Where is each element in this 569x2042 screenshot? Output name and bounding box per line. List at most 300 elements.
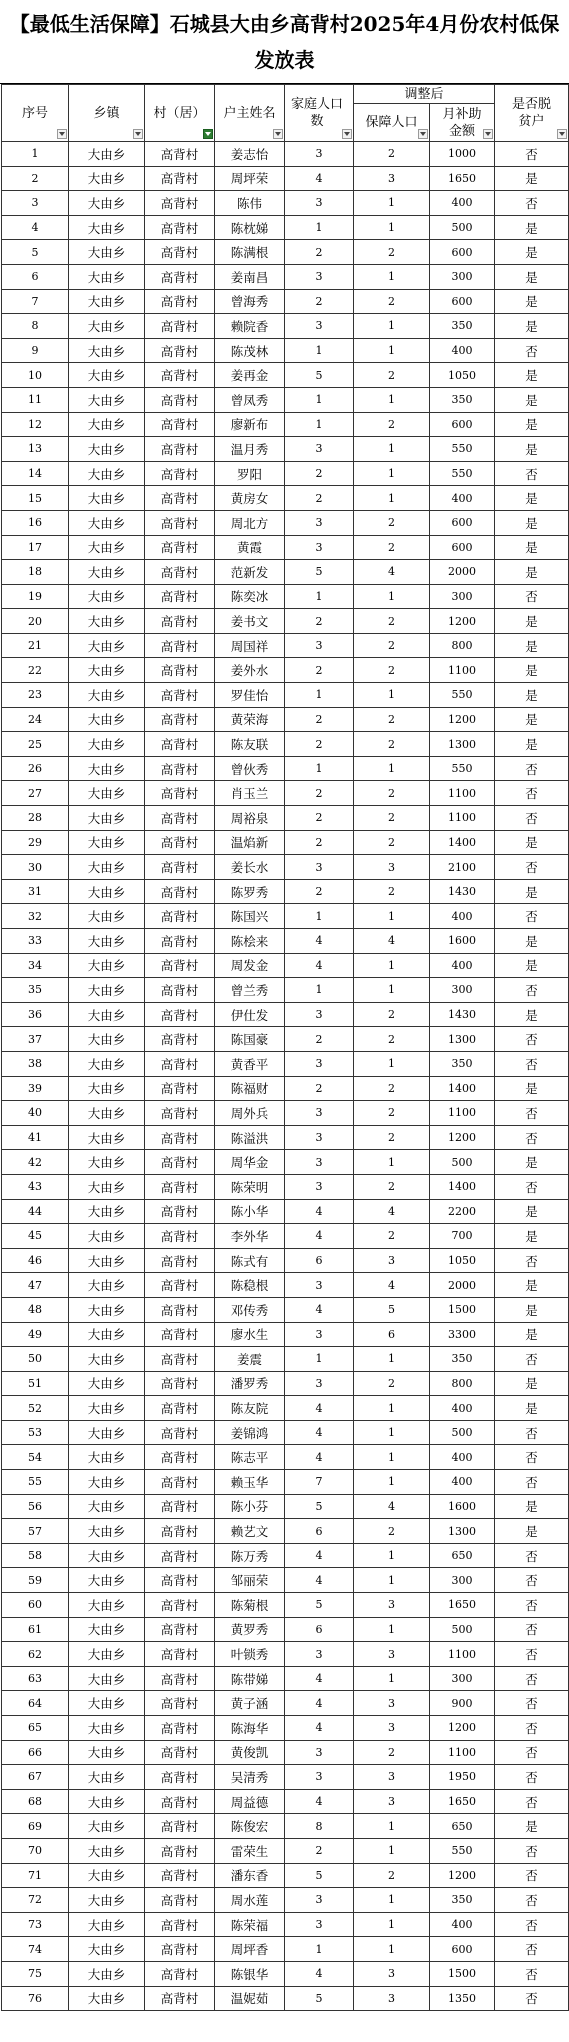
cell-seq[interactable]: 67 (2, 1765, 69, 1790)
cell-name[interactable]: 陈伟 (215, 191, 285, 216)
cell-subsidy[interactable]: 500 (430, 1617, 495, 1642)
cell-name[interactable]: 陈溢洪 (215, 1125, 285, 1150)
cell-village[interactable]: 高背村 (145, 1568, 215, 1593)
cell-family[interactable]: 1 (285, 1347, 354, 1372)
cell-seq[interactable]: 36 (2, 1002, 69, 1027)
cell-subsidy[interactable]: 550 (430, 1838, 495, 1863)
cell-poverty[interactable]: 否 (495, 1420, 569, 1445)
cell-poverty[interactable]: 否 (495, 855, 569, 880)
cell-seq[interactable]: 66 (2, 1740, 69, 1765)
cell-village[interactable]: 高背村 (145, 1789, 215, 1814)
cell-subsidy[interactable]: 1600 (430, 929, 495, 954)
cell-seq[interactable]: 62 (2, 1642, 69, 1667)
cell-name[interactable]: 陈俊宏 (215, 1814, 285, 1839)
cell-poverty[interactable]: 否 (495, 1789, 569, 1814)
cell-village[interactable]: 高背村 (145, 1125, 215, 1150)
cell-seq[interactable]: 23 (2, 683, 69, 708)
cell-village[interactable]: 高背村 (145, 633, 215, 658)
cell-guarantee[interactable]: 3 (354, 1961, 430, 1986)
cell-guarantee[interactable]: 1 (354, 1838, 430, 1863)
cell-village[interactable]: 高背村 (145, 806, 215, 831)
cell-name[interactable]: 陈志平 (215, 1445, 285, 1470)
cell-name[interactable]: 陈荣福 (215, 1912, 285, 1937)
cell-town[interactable]: 大由乡 (69, 633, 145, 658)
cell-poverty[interactable]: 否 (495, 1838, 569, 1863)
cell-seq[interactable]: 74 (2, 1937, 69, 1962)
cell-family[interactable]: 3 (285, 633, 354, 658)
cell-family[interactable]: 3 (285, 1051, 354, 1076)
cell-village[interactable]: 高背村 (145, 1002, 215, 1027)
cell-village[interactable]: 高背村 (145, 240, 215, 265)
cell-seq[interactable]: 72 (2, 1888, 69, 1913)
cell-guarantee[interactable]: 1 (354, 191, 430, 216)
cell-guarantee[interactable]: 2 (354, 1101, 430, 1126)
cell-guarantee[interactable]: 3 (354, 1593, 430, 1618)
cell-village[interactable]: 高背村 (145, 191, 215, 216)
cell-family[interactable]: 4 (285, 1961, 354, 1986)
cell-village[interactable]: 高背村 (145, 683, 215, 708)
cell-name[interactable]: 陈荣明 (215, 1174, 285, 1199)
cell-subsidy[interactable]: 2000 (430, 560, 495, 585)
cell-subsidy[interactable]: 650 (430, 1814, 495, 1839)
cell-village[interactable]: 高背村 (145, 1322, 215, 1347)
cell-village[interactable]: 高背村 (145, 781, 215, 806)
cell-town[interactable]: 大由乡 (69, 1470, 145, 1495)
cell-village[interactable]: 高背村 (145, 486, 215, 511)
cell-village[interactable]: 高背村 (145, 1297, 215, 1322)
cell-subsidy[interactable]: 600 (430, 412, 495, 437)
cell-seq[interactable]: 40 (2, 1101, 69, 1126)
cell-name[interactable]: 陈银华 (215, 1961, 285, 1986)
cell-subsidy[interactable]: 1400 (430, 830, 495, 855)
cell-poverty[interactable]: 否 (495, 1912, 569, 1937)
cell-village[interactable]: 高背村 (145, 142, 215, 167)
cell-town[interactable]: 大由乡 (69, 1051, 145, 1076)
cell-family[interactable]: 4 (285, 1568, 354, 1593)
cell-town[interactable]: 大由乡 (69, 1666, 145, 1691)
cell-name[interactable]: 周坪香 (215, 1937, 285, 1962)
cell-seq[interactable]: 73 (2, 1912, 69, 1937)
cell-subsidy[interactable]: 350 (430, 1347, 495, 1372)
cell-name[interactable]: 黄俊凯 (215, 1740, 285, 1765)
cell-name[interactable]: 雷荣生 (215, 1838, 285, 1863)
cell-village[interactable]: 高背村 (145, 1174, 215, 1199)
cell-name[interactable]: 李外华 (215, 1224, 285, 1249)
cell-seq[interactable]: 56 (2, 1494, 69, 1519)
cell-subsidy[interactable]: 1650 (430, 166, 495, 191)
cell-subsidy[interactable]: 1500 (430, 1297, 495, 1322)
cell-family[interactable]: 2 (285, 1838, 354, 1863)
cell-poverty[interactable]: 是 (495, 215, 569, 240)
cell-name[interactable]: 陈桧来 (215, 929, 285, 954)
cell-guarantee[interactable]: 3 (354, 1642, 430, 1667)
cell-town[interactable]: 大由乡 (69, 1568, 145, 1593)
cell-subsidy[interactable]: 600 (430, 510, 495, 535)
cell-guarantee[interactable]: 1 (354, 215, 430, 240)
cell-town[interactable]: 大由乡 (69, 289, 145, 314)
cell-seq[interactable]: 31 (2, 879, 69, 904)
cell-seq[interactable]: 30 (2, 855, 69, 880)
col-header-seq[interactable] (2, 85, 69, 142)
cell-subsidy[interactable]: 300 (430, 584, 495, 609)
cell-guarantee[interactable]: 1 (354, 1937, 430, 1962)
cell-subsidy[interactable]: 1200 (430, 707, 495, 732)
cell-poverty[interactable]: 是 (495, 240, 569, 265)
cell-village[interactable]: 高背村 (145, 1224, 215, 1249)
cell-seq[interactable]: 14 (2, 461, 69, 486)
cell-family[interactable]: 3 (285, 264, 354, 289)
cell-seq[interactable]: 7 (2, 289, 69, 314)
cell-family[interactable]: 4 (285, 1199, 354, 1224)
cell-family[interactable]: 3 (285, 1765, 354, 1790)
cell-family[interactable]: 4 (285, 929, 354, 954)
cell-family[interactable]: 6 (285, 1617, 354, 1642)
cell-guarantee[interactable]: 1 (354, 1150, 430, 1175)
cell-village[interactable]: 高背村 (145, 1445, 215, 1470)
cell-guarantee[interactable]: 2 (354, 879, 430, 904)
cell-town[interactable]: 大由乡 (69, 1199, 145, 1224)
cell-poverty[interactable]: 是 (495, 535, 569, 560)
cell-village[interactable]: 高背村 (145, 387, 215, 412)
cell-subsidy[interactable]: 1050 (430, 363, 495, 388)
cell-village[interactable]: 高背村 (145, 1912, 215, 1937)
cell-town[interactable]: 大由乡 (69, 609, 145, 634)
cell-name[interactable]: 黄子涵 (215, 1691, 285, 1716)
cell-village[interactable]: 高背村 (145, 1027, 215, 1052)
cell-poverty[interactable]: 否 (495, 1765, 569, 1790)
cell-name[interactable]: 周裕泉 (215, 806, 285, 831)
cell-village[interactable]: 高背村 (145, 732, 215, 757)
cell-village[interactable]: 高背村 (145, 412, 215, 437)
cell-seq[interactable]: 51 (2, 1371, 69, 1396)
cell-family[interactable]: 2 (285, 461, 354, 486)
cell-village[interactable]: 高背村 (145, 904, 215, 929)
cell-town[interactable]: 大由乡 (69, 1420, 145, 1445)
cell-town[interactable]: 大由乡 (69, 1740, 145, 1765)
cell-guarantee[interactable]: 3 (354, 1716, 430, 1741)
cell-guarantee[interactable]: 2 (354, 732, 430, 757)
cell-name[interactable]: 罗阳 (215, 461, 285, 486)
cell-town[interactable]: 大由乡 (69, 929, 145, 954)
cell-village[interactable]: 高背村 (145, 978, 215, 1003)
cell-subsidy[interactable]: 1600 (430, 1494, 495, 1519)
cell-subsidy[interactable]: 800 (430, 1371, 495, 1396)
cell-village[interactable]: 高背村 (145, 953, 215, 978)
cell-seq[interactable]: 70 (2, 1838, 69, 1863)
cell-poverty[interactable]: 是 (495, 1396, 569, 1421)
cell-name[interactable]: 陈满根 (215, 240, 285, 265)
cell-town[interactable]: 大由乡 (69, 215, 145, 240)
cell-subsidy[interactable]: 350 (430, 314, 495, 339)
cell-guarantee[interactable]: 3 (354, 1691, 430, 1716)
cell-town[interactable]: 大由乡 (69, 166, 145, 191)
cell-seq[interactable]: 50 (2, 1347, 69, 1372)
cell-family[interactable]: 1 (285, 978, 354, 1003)
cell-seq[interactable]: 26 (2, 756, 69, 781)
cell-subsidy[interactable]: 400 (430, 191, 495, 216)
cell-family[interactable]: 4 (285, 1297, 354, 1322)
cell-name[interactable]: 黄罗秀 (215, 1617, 285, 1642)
cell-guarantee[interactable]: 2 (354, 609, 430, 634)
cell-family[interactable]: 3 (285, 855, 354, 880)
cell-seq[interactable]: 39 (2, 1076, 69, 1101)
cell-subsidy[interactable]: 1100 (430, 1740, 495, 1765)
cell-village[interactable]: 高背村 (145, 338, 215, 363)
cell-village[interactable]: 高背村 (145, 609, 215, 634)
cell-guarantee[interactable]: 4 (354, 1494, 430, 1519)
cell-name[interactable]: 陈海华 (215, 1716, 285, 1741)
cell-name[interactable]: 廖新布 (215, 412, 285, 437)
cell-village[interactable]: 高背村 (145, 1888, 215, 1913)
cell-family[interactable]: 2 (285, 658, 354, 683)
cell-town[interactable]: 大由乡 (69, 978, 145, 1003)
cell-poverty[interactable]: 是 (495, 1297, 569, 1322)
cell-poverty[interactable]: 是 (495, 1519, 569, 1544)
cell-name[interactable]: 潘罗秀 (215, 1371, 285, 1396)
cell-guarantee[interactable]: 2 (354, 535, 430, 560)
cell-seq[interactable]: 47 (2, 1273, 69, 1298)
cell-subsidy[interactable]: 350 (430, 1888, 495, 1913)
cell-family[interactable]: 3 (285, 1125, 354, 1150)
cell-name[interactable]: 叶锁秀 (215, 1642, 285, 1667)
cell-family[interactable]: 4 (285, 1691, 354, 1716)
cell-name[interactable]: 吴清秀 (215, 1765, 285, 1790)
cell-seq[interactable]: 33 (2, 929, 69, 954)
cell-subsidy[interactable]: 400 (430, 1445, 495, 1470)
cell-poverty[interactable]: 是 (495, 1076, 569, 1101)
cell-family[interactable]: 4 (285, 1445, 354, 1470)
cell-name[interactable]: 邓传秀 (215, 1297, 285, 1322)
cell-guarantee[interactable]: 2 (354, 1863, 430, 1888)
cell-seq[interactable]: 22 (2, 658, 69, 683)
filter-dropdown-icon[interactable] (57, 129, 67, 139)
cell-town[interactable]: 大由乡 (69, 461, 145, 486)
cell-subsidy[interactable]: 1100 (430, 806, 495, 831)
cell-seq[interactable]: 37 (2, 1027, 69, 1052)
cell-town[interactable]: 大由乡 (69, 1445, 145, 1470)
cell-poverty[interactable]: 是 (495, 387, 569, 412)
cell-town[interactable]: 大由乡 (69, 1150, 145, 1175)
cell-family[interactable]: 1 (285, 756, 354, 781)
cell-village[interactable]: 高背村 (145, 1863, 215, 1888)
cell-name[interactable]: 温妮茹 (215, 1986, 285, 2011)
cell-family[interactable]: 2 (285, 879, 354, 904)
cell-guarantee[interactable]: 3 (354, 166, 430, 191)
cell-family[interactable]: 4 (285, 1224, 354, 1249)
cell-name[interactable]: 周坪荣 (215, 166, 285, 191)
cell-poverty[interactable]: 是 (495, 264, 569, 289)
filter-active-icon[interactable] (203, 129, 213, 139)
cell-town[interactable]: 大由乡 (69, 732, 145, 757)
cell-guarantee[interactable]: 2 (354, 1519, 430, 1544)
cell-guarantee[interactable]: 1 (354, 314, 430, 339)
cell-name[interactable]: 曾伙秀 (215, 756, 285, 781)
cell-town[interactable]: 大由乡 (69, 1076, 145, 1101)
cell-seq[interactable]: 19 (2, 584, 69, 609)
cell-town[interactable]: 大由乡 (69, 535, 145, 560)
cell-poverty[interactable]: 是 (495, 830, 569, 855)
filter-dropdown-icon[interactable] (273, 129, 283, 139)
cell-family[interactable]: 3 (285, 1150, 354, 1175)
cell-guarantee[interactable]: 2 (354, 1002, 430, 1027)
cell-village[interactable]: 高背村 (145, 1519, 215, 1544)
cell-seq[interactable]: 59 (2, 1568, 69, 1593)
cell-subsidy[interactable]: 600 (430, 1937, 495, 1962)
cell-guarantee[interactable]: 2 (354, 363, 430, 388)
cell-seq[interactable]: 55 (2, 1470, 69, 1495)
cell-poverty[interactable]: 否 (495, 1691, 569, 1716)
cell-family[interactable]: 2 (285, 1027, 354, 1052)
cell-poverty[interactable]: 是 (495, 1150, 569, 1175)
cell-guarantee[interactable]: 4 (354, 1273, 430, 1298)
cell-guarantee[interactable]: 4 (354, 1199, 430, 1224)
cell-guarantee[interactable]: 2 (354, 510, 430, 535)
cell-guarantee[interactable]: 1 (354, 756, 430, 781)
cell-subsidy[interactable]: 1430 (430, 879, 495, 904)
cell-subsidy[interactable]: 1300 (430, 1027, 495, 1052)
cell-subsidy[interactable]: 300 (430, 264, 495, 289)
cell-poverty[interactable]: 是 (495, 1322, 569, 1347)
cell-village[interactable]: 高背村 (145, 1838, 215, 1863)
cell-name[interactable]: 姜志怡 (215, 142, 285, 167)
cell-subsidy[interactable]: 650 (430, 1543, 495, 1568)
cell-town[interactable]: 大由乡 (69, 707, 145, 732)
cell-guarantee[interactable]: 2 (354, 1740, 430, 1765)
cell-name[interactable]: 温月秀 (215, 437, 285, 462)
cell-guarantee[interactable]: 1 (354, 953, 430, 978)
cell-poverty[interactable]: 否 (495, 1863, 569, 1888)
cell-family[interactable]: 8 (285, 1814, 354, 1839)
cell-poverty[interactable]: 否 (495, 781, 569, 806)
cell-village[interactable]: 高背村 (145, 1814, 215, 1839)
cell-family[interactable]: 5 (285, 1494, 354, 1519)
cell-seq[interactable]: 13 (2, 437, 69, 462)
cell-town[interactable]: 大由乡 (69, 1814, 145, 1839)
cell-poverty[interactable]: 否 (495, 1248, 569, 1273)
cell-guarantee[interactable]: 2 (354, 412, 430, 437)
cell-village[interactable]: 高背村 (145, 1101, 215, 1126)
cell-family[interactable]: 6 (285, 1248, 354, 1273)
cell-guarantee[interactable]: 2 (354, 1125, 430, 1150)
cell-village[interactable]: 高背村 (145, 929, 215, 954)
cell-poverty[interactable]: 否 (495, 584, 569, 609)
cell-seq[interactable]: 43 (2, 1174, 69, 1199)
cell-poverty[interactable]: 否 (495, 1593, 569, 1618)
cell-guarantee[interactable]: 1 (354, 1666, 430, 1691)
cell-seq[interactable]: 34 (2, 953, 69, 978)
cell-family[interactable]: 1 (285, 683, 354, 708)
cell-seq[interactable]: 28 (2, 806, 69, 831)
cell-village[interactable]: 高背村 (145, 830, 215, 855)
cell-poverty[interactable]: 是 (495, 732, 569, 757)
cell-poverty[interactable]: 是 (495, 560, 569, 585)
col-header-poverty[interactable] (495, 85, 569, 142)
cell-poverty[interactable]: 否 (495, 1568, 569, 1593)
cell-village[interactable]: 高背村 (145, 166, 215, 191)
cell-poverty[interactable]: 是 (495, 1224, 569, 1249)
cell-town[interactable]: 大由乡 (69, 855, 145, 880)
cell-village[interactable]: 高背村 (145, 707, 215, 732)
cell-town[interactable]: 大由乡 (69, 191, 145, 216)
cell-town[interactable]: 大由乡 (69, 1765, 145, 1790)
cell-poverty[interactable]: 是 (495, 314, 569, 339)
cell-name[interactable]: 陈带娣 (215, 1666, 285, 1691)
cell-town[interactable]: 大由乡 (69, 781, 145, 806)
filter-dropdown-icon[interactable] (133, 129, 143, 139)
cell-town[interactable]: 大由乡 (69, 240, 145, 265)
cell-guarantee[interactable]: 1 (354, 1396, 430, 1421)
cell-village[interactable]: 高背村 (145, 363, 215, 388)
cell-family[interactable]: 3 (285, 1322, 354, 1347)
cell-subsidy[interactable]: 300 (430, 1568, 495, 1593)
cell-seq[interactable]: 1 (2, 142, 69, 167)
cell-poverty[interactable]: 否 (495, 1101, 569, 1126)
cell-town[interactable]: 大由乡 (69, 1002, 145, 1027)
cell-poverty[interactable]: 否 (495, 461, 569, 486)
cell-subsidy[interactable]: 1350 (430, 1986, 495, 2011)
cell-subsidy[interactable]: 900 (430, 1691, 495, 1716)
cell-family[interactable]: 5 (285, 1986, 354, 2011)
cell-subsidy[interactable]: 300 (430, 978, 495, 1003)
cell-family[interactable]: 1 (285, 1937, 354, 1962)
cell-name[interactable]: 陈友院 (215, 1396, 285, 1421)
cell-town[interactable]: 大由乡 (69, 1986, 145, 2011)
cell-poverty[interactable]: 是 (495, 879, 569, 904)
cell-village[interactable]: 高背村 (145, 584, 215, 609)
cell-subsidy[interactable]: 350 (430, 1051, 495, 1076)
cell-town[interactable]: 大由乡 (69, 1888, 145, 1913)
cell-town[interactable]: 大由乡 (69, 1125, 145, 1150)
cell-town[interactable]: 大由乡 (69, 658, 145, 683)
cell-seq[interactable]: 3 (2, 191, 69, 216)
cell-subsidy[interactable]: 1300 (430, 1519, 495, 1544)
cell-subsidy[interactable]: 1300 (430, 732, 495, 757)
cell-town[interactable]: 大由乡 (69, 879, 145, 904)
cell-poverty[interactable]: 否 (495, 1961, 569, 1986)
cell-town[interactable]: 大由乡 (69, 1838, 145, 1863)
cell-town[interactable]: 大由乡 (69, 264, 145, 289)
cell-poverty[interactable]: 否 (495, 142, 569, 167)
cell-subsidy[interactable]: 1500 (430, 1961, 495, 1986)
cell-village[interactable]: 高背村 (145, 1199, 215, 1224)
cell-name[interactable]: 赖玉华 (215, 1470, 285, 1495)
cell-seq[interactable]: 35 (2, 978, 69, 1003)
cell-poverty[interactable]: 否 (495, 1027, 569, 1052)
cell-guarantee[interactable]: 3 (354, 1765, 430, 1790)
cell-town[interactable]: 大由乡 (69, 338, 145, 363)
cell-village[interactable]: 高背村 (145, 658, 215, 683)
cell-name[interactable]: 赖院香 (215, 314, 285, 339)
cell-village[interactable]: 高背村 (145, 1470, 215, 1495)
cell-subsidy[interactable]: 1200 (430, 1125, 495, 1150)
cell-guarantee[interactable]: 1 (354, 461, 430, 486)
cell-poverty[interactable]: 是 (495, 929, 569, 954)
cell-subsidy[interactable]: 700 (430, 1224, 495, 1249)
cell-family[interactable]: 4 (285, 166, 354, 191)
cell-seq[interactable]: 9 (2, 338, 69, 363)
cell-seq[interactable]: 46 (2, 1248, 69, 1273)
cell-family[interactable]: 3 (285, 142, 354, 167)
cell-poverty[interactable]: 是 (495, 486, 569, 511)
cell-subsidy[interactable]: 1400 (430, 1076, 495, 1101)
cell-family[interactable]: 3 (285, 1002, 354, 1027)
cell-village[interactable]: 高背村 (145, 264, 215, 289)
cell-town[interactable]: 大由乡 (69, 1937, 145, 1962)
cell-family[interactable]: 4 (285, 1789, 354, 1814)
cell-family[interactable]: 4 (285, 953, 354, 978)
cell-seq[interactable]: 5 (2, 240, 69, 265)
cell-village[interactable]: 高背村 (145, 215, 215, 240)
